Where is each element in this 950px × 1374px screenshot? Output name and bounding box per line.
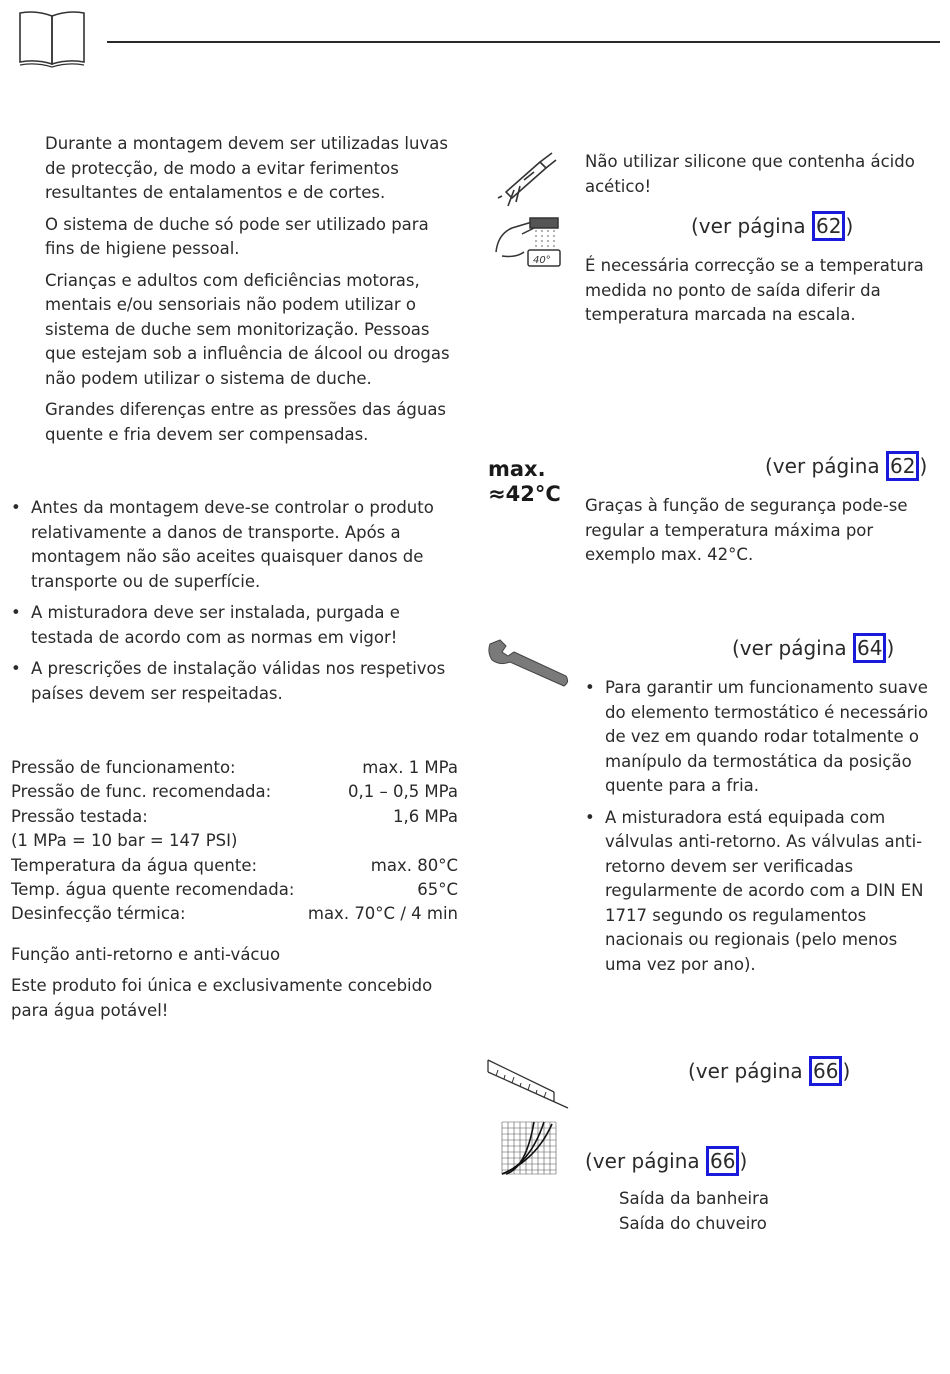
safety-supervision: Crianças e adultos com deficiências motoras, mentais e/ou sensoriais não podem utilizar o sistema de duche sem monitorização. Pessoas que estejam sob a influência de álcool ou drogas não podem utilizar o sistema de duche.	[45, 270, 450, 388]
page-ref-flow: (ver página 66 )	[585, 1146, 747, 1176]
install-bullet: • Antes da montagem deve-se controlar o produto relativamente a danos de transporte. Após a montagem não são aceites quaisquer danos de transporte ou de superfície.	[11, 496, 461, 594]
page-link-64[interactable]: 64	[853, 633, 886, 663]
spec-row	[11, 805, 458, 829]
spec-label: Temp. água quente recomendada:	[11, 880, 295, 900]
safety-section	[45, 132, 460, 447]
spec-row	[11, 902, 458, 926]
safety-function-note: Graças à função de segurança pode-se regular a temperatura máxima por exemplo max. 42°C.	[585, 496, 908, 564]
safety-pressure: Grandes diferenças entre as pressões das águas quente e fria devem ser compensadas.	[45, 400, 447, 444]
thermometer-measurement-icon	[492, 212, 564, 270]
outlet-bath: Saída da banheira	[619, 1189, 769, 1208]
page-link-62[interactable]: 62	[812, 211, 845, 241]
technical-data	[11, 756, 458, 927]
open-book-icon	[18, 10, 88, 68]
silicone-warning: Não utilizar silicone que contenha ácido acético!	[585, 152, 915, 196]
maintenance-section	[585, 676, 937, 977]
install-section	[11, 496, 461, 706]
safety-hygiene: O sistema de duche só pode ser utilizado para fins de higiene pessoal.	[45, 214, 429, 258]
install-bullet: • A misturadora deve ser instalada, purgada e testada de acordo com as normas em vigor!	[11, 601, 461, 650]
safety-gloves: Durante a montagem devem ser utilizadas luvas de protecção, de modo a evitar ferimentos resultantes de entalamentos e de cortes.	[45, 134, 448, 202]
spec-value: 65°C	[417, 880, 458, 900]
page-link-66[interactable]: 66	[706, 1146, 739, 1176]
spec-label: Pressão testada:	[11, 806, 148, 826]
spec-value: max. 70°C / 4 min	[307, 904, 458, 924]
spec-value: max. 1 MPa	[362, 758, 458, 777]
maintenance-bullet: • Para garantir um funcionamento suave do elemento termostático é necessário de vez em quando rodar totalmente o manípulo da termostática da posição quente para a fria.	[585, 676, 937, 799]
dimension-scale-icon	[486, 1058, 572, 1118]
page-ref-maintenance: (ver página 64 )	[732, 633, 894, 663]
spec-row	[11, 878, 458, 902]
spec-value: 0,1 – 0,5 MPa	[347, 782, 458, 802]
spec-row	[11, 854, 458, 878]
spec-label: Temperatura da água quente:	[11, 855, 258, 875]
page-ref-safety: (ver página 62 )	[765, 451, 927, 481]
outlet-shower: Saída do chuveiro	[619, 1214, 767, 1233]
calibration-note: É necessária correcção se a temperatura medida no ponto de saída diferir da temperatura marcada na escala.	[585, 256, 924, 324]
wrench-icon	[486, 636, 572, 690]
silicone-gun-icon	[494, 150, 560, 208]
page-ref-calibration: (ver página 62 )	[691, 211, 853, 241]
spec-label: Pressão de func. recomendada:	[11, 782, 272, 802]
page-ref-dimensions: (ver página 66 )	[688, 1056, 850, 1086]
flow-diagram-icon	[500, 1120, 558, 1176]
spec-row	[11, 780, 458, 804]
spec-row	[11, 829, 458, 853]
maintenance-bullet: • A misturadora está equipada com válvulas anti-retorno. As válvulas anti-retorno devem ser verificadas regularmente de acordo com a DIN EN 1717 segundo os regulamentos nacionais ou regionais (pelo menos uma vez por ano).	[585, 806, 937, 978]
header-rule	[107, 41, 940, 43]
backflow-note: Função anti-retorno e anti-vácuo	[11, 945, 281, 964]
spec-value: 1,6 MPa	[392, 806, 458, 826]
spec-label: Desinfecção térmica:	[11, 904, 186, 924]
page-link-62[interactable]: 62	[886, 451, 919, 481]
max-temperature: ≈42°C	[488, 482, 561, 506]
spec-row	[11, 756, 458, 780]
max-label: max.	[488, 457, 546, 481]
spec-label: Pressão de funcionamento:	[11, 758, 236, 777]
page-link-66[interactable]: 66	[809, 1056, 842, 1086]
potable-water-note: Este produto foi única e exclusivamente concebido para água potável!	[11, 976, 433, 1020]
spec-value: max. 80°C	[370, 855, 458, 875]
thermo-display-value: 40°	[533, 255, 551, 266]
install-bullet: • A prescrições de instalação válidas nos respetivos países devem ser respeitadas.	[11, 657, 461, 706]
spec-label: (1 MPa = 10 bar = 147 PSI)	[11, 831, 238, 851]
